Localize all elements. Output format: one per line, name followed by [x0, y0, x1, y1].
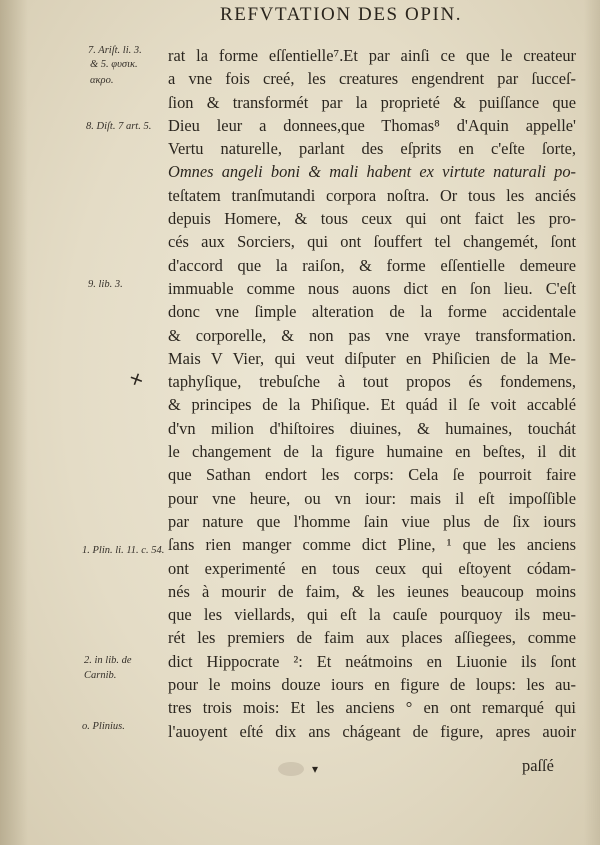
running-head: REFVTATION DES OPIN. — [220, 4, 463, 25]
text-line: d'vn milion d'hiſtoires diuines, & humaines, touchát — [168, 418, 576, 438]
margin-note: 7. Ariſt. li. 3. — [88, 45, 142, 56]
text-line: a vne fois creé, les creatures engendrent par ſucceſ- — [168, 69, 576, 89]
text-line: Mais V Vier, qui veut diſputer en Phiſicien de la Me- — [168, 348, 576, 368]
text-line: Dieu leur a donnees,que Thomas⁸ d'Aquin appelle' — [168, 115, 576, 135]
margin-note: 8. Diſt. 7 art. 5. — [86, 121, 152, 132]
margin-note: ακρο. — [90, 75, 114, 86]
text-line: Vertu naturelle, parlant des eſprits en c'eſte ſorte, — [168, 139, 576, 159]
ink-mark: ✕ — [127, 369, 147, 391]
text-line: pour le moins douze iours en figure de loups: les au- — [168, 675, 576, 695]
text-line: & corporelle, & non pas vne vraye transformation. — [168, 325, 576, 345]
body-text — [168, 44, 576, 743]
text-line: cés aux Sorciers, qui ont ſouffert tel changemét, ſont — [168, 232, 576, 252]
margin-note: Carnib. — [84, 670, 117, 681]
margin-note: & 5. φυσικ. — [90, 59, 138, 70]
text-line: le changement de la figure humaine en beſtes, il dit — [168, 442, 576, 462]
text-line: que les viellards, qui eſt la cauſe pourquoy ils meu- — [168, 605, 576, 625]
catchword: paſſé — [522, 756, 554, 775]
text-line: & principes de la Phiſique. Et quád il ſe voit accablé — [168, 395, 576, 415]
text-line: par nature que l'homme ſain viue plus de ſix iours — [168, 511, 576, 531]
text-line: depuis Homere, & tous ceux qui ont faict les pro- — [168, 209, 576, 229]
text-line: pour vne heure, ou vn iour: mais il eſt impoſſible — [168, 488, 576, 508]
text-line: immuable comme nous auons dict en ſon lieu. C'eſt — [168, 278, 576, 298]
ink-mark: ▾ — [312, 762, 319, 776]
text-line: taphyſique, trebuſche à tout propos és fondemens, — [168, 372, 576, 392]
text-line: teſtatem tranſmutandi corpora noſtra. Or tous les anciés — [168, 185, 576, 205]
text-line: rat la forme eſſentielle⁷.Et par ainſi ce que le createur — [168, 46, 576, 65]
margin-note: 1. Plin. li. 11. c. 54. — [82, 545, 165, 556]
text-line: l'auoyent eſté dix ans chágeant de figure, apres auoir — [168, 721, 576, 741]
margin-note: 2. in lib. de — [84, 655, 132, 666]
text-line: dict Hippocrate ²: Et neátmoins en Liuonie ils ſont — [168, 651, 576, 671]
text-line: rét les premiers de faim aux places aſſiegees, comme — [168, 628, 576, 648]
text-line: tres trois mois: Et les anciens ° en ont remarqué qui — [168, 698, 576, 718]
text-line: que Sathan endort les corps: Cela ſe pourroit faire — [168, 465, 576, 485]
text-line: d'accord que la raiſon, & forme eſſentielle demeure — [168, 255, 576, 275]
text-line: ont experimenté en tous ceux qui eſtoyent códam- — [168, 558, 576, 578]
text-line: ſion & transformét par la proprieté & puiſſance que — [168, 92, 576, 112]
text-line: nés à mourir de faim, & les ieunes beaucoup moins — [168, 581, 576, 601]
margin-note: 9. lib. 3. — [88, 279, 123, 290]
margin-note: o. Plinius. — [82, 721, 125, 732]
text-line: ſans rien manger comme dict Pline, ¹ que les anciens — [168, 535, 576, 555]
ink-smudge — [278, 762, 304, 776]
latin-quote-line: Omnes angeli boni & mali habent ex virtute naturali po- — [168, 162, 576, 182]
text-line: donc vne ſimple alteration de la forme accidentale — [168, 302, 576, 322]
